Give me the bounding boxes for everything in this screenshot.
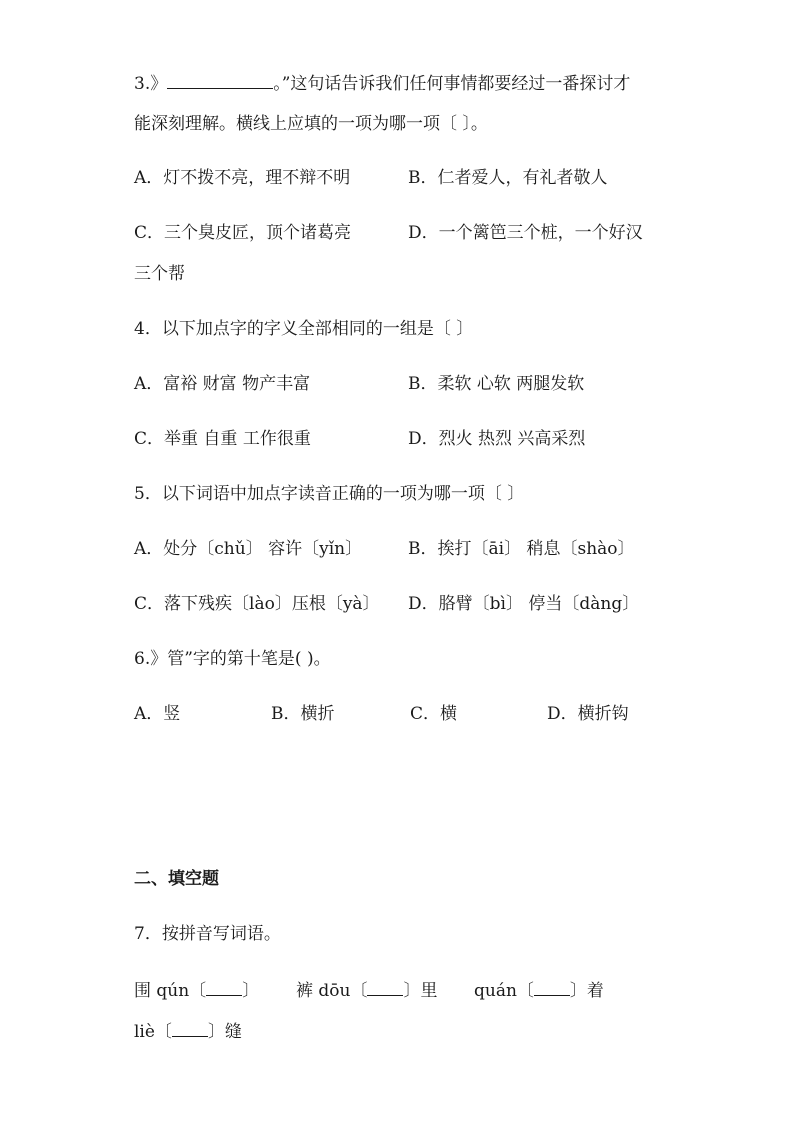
q3-option-c: C．三个臭皮匠，顶个诸葛亮	[134, 223, 352, 243]
section-title-fill-in: 二、填空题	[134, 869, 219, 889]
q5-stem: 5．以下词语中加点字读音正确的一项为哪一项〔 〕	[134, 484, 525, 504]
q6-stem: 6.》管”字的第十笔是( )。	[134, 649, 331, 669]
q5-option-b: B．挨打〔āi〕 稍息〔shào〕	[408, 539, 635, 559]
q6-option-c: C．横	[410, 704, 458, 724]
q7-word-4-prefix: liè〔	[134, 1022, 172, 1042]
q3-stem-line2: 能深刻理解。横线上应填的一项为哪一项〔 〕。	[134, 114, 488, 134]
q3-option-a: A．灯不拨不亮，理不辩不明	[134, 168, 351, 188]
q4-option-a: A．富裕 财富 物产丰富	[134, 374, 311, 394]
q4-option-d: D．烈火 热烈 兴高采烈	[408, 429, 586, 449]
q7-word-3-suffix: 〕着	[569, 981, 604, 1001]
q3-prefix: 3.》	[134, 74, 168, 94]
q5-option-d: D．胳臂〔bì〕 停当〔dàng〕	[408, 594, 640, 614]
q3-option-d: D．一个篱笆三个桩，一个好汉	[408, 223, 643, 243]
q6-option-d: D．横折钩	[547, 704, 629, 724]
q7-word-2-suffix: 〕里	[403, 981, 438, 1001]
q7-word-3-blank	[534, 979, 570, 996]
q7-word-3	[474, 979, 604, 1001]
q7-word-1-blank	[206, 979, 242, 996]
q7-word-4-blank	[172, 1020, 208, 1037]
q4-option-b: B．柔软 心软 两腿发软	[408, 374, 585, 394]
q3-option-d-continued: 三个帮	[134, 264, 185, 284]
q3-suffix: 。”这句话告诉我们任何事情都要经过一番探讨才	[273, 74, 631, 94]
q7-word-1-prefix: 围 qún〔	[134, 981, 207, 1001]
q4-option-c: C．举重 自重 工作很重	[134, 429, 311, 449]
q7-word-2	[296, 979, 437, 1001]
q7-word-3-prefix: quán〔	[474, 981, 534, 1001]
q7-word-1-suffix: 〕	[242, 981, 260, 1001]
q7-stem: 7．按拼音写词语。	[134, 924, 281, 944]
q7-word-4	[134, 1020, 242, 1042]
q6-option-a: A．竖	[134, 704, 181, 724]
q4-stem: 4．以下加点字的字义全部相同的一组是〔 〕	[134, 319, 474, 339]
q5-option-a: A．处分〔chǔ〕 容许〔yǐn〕	[134, 539, 363, 559]
q6-option-b: B．横折	[271, 704, 335, 724]
q7-word-2-blank	[367, 979, 403, 996]
q5-option-c: C．落下残疾〔lào〕压根〔yà〕	[134, 594, 380, 614]
q3-answer-blank	[167, 72, 273, 89]
q3-option-b: B．仁者爱人，有礼者敬人	[408, 168, 608, 188]
q3-stem-line1	[134, 72, 630, 94]
q7-word-1	[134, 979, 259, 1001]
q7-word-2-prefix: 裤 dōu〔	[296, 981, 368, 1001]
q7-word-4-suffix: 〕缝	[207, 1022, 242, 1042]
